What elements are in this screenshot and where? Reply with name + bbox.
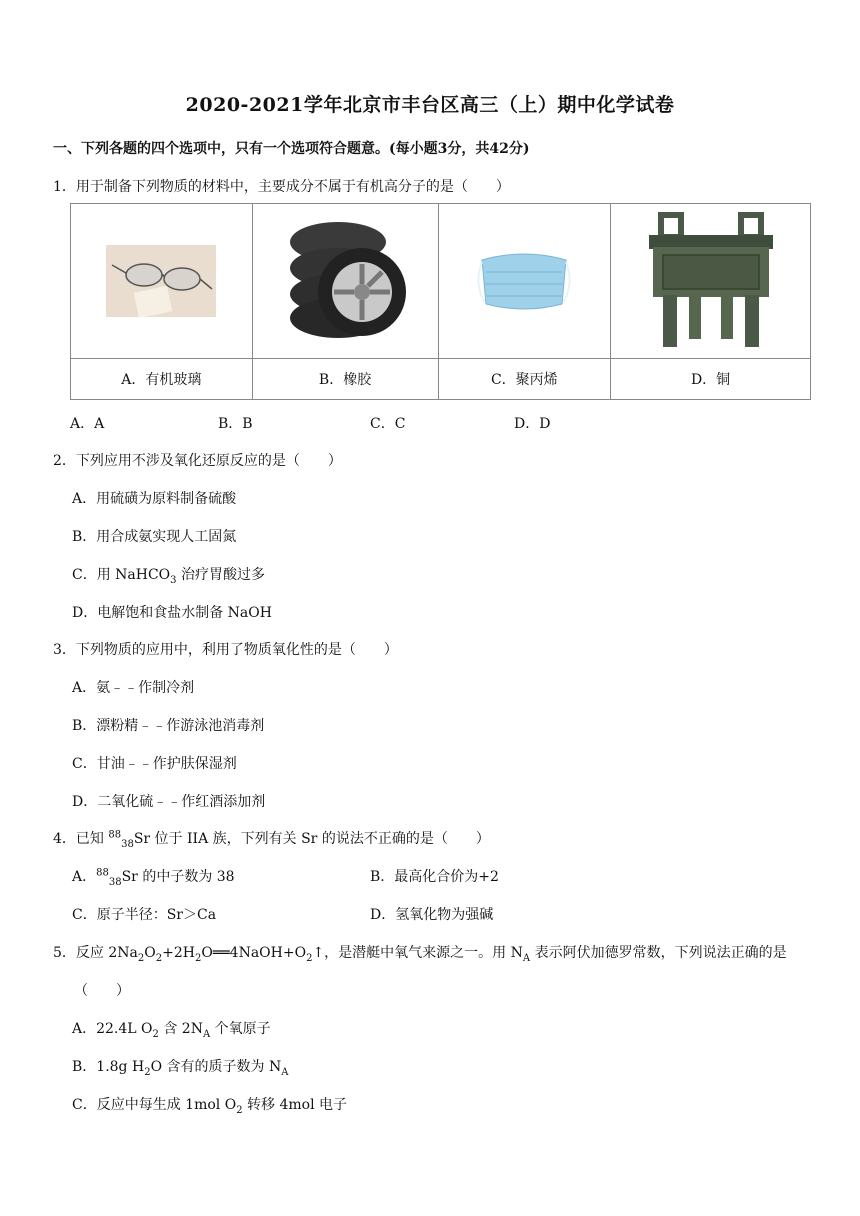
q3-option-d[interactable]: D．二氧化硫﹣﹣作红酒添加剂: [72, 794, 266, 810]
bronze-ding-image-cell: [611, 204, 811, 359]
q1-caption-b: B．橡胶: [252, 359, 438, 400]
q5-answer-paren: （ ）: [74, 983, 130, 999]
exam-title: 2020-2021学年北京市丰台区高三（上）期中化学试卷: [185, 94, 675, 116]
q1-stem: 1．用于制备下列物质的材料中，主要成分不属于有机高分子的是（ ）: [53, 179, 510, 195]
q2-stem: 2．下列应用不涉及氧化还原反应的是（ ）: [53, 453, 342, 469]
section-heading: 一、下列各题的四个选项中，只有一个选项符合题意。(每小题3分，共42分): [53, 141, 530, 157]
q3-option-b[interactable]: B．漂粉精﹣﹣作游泳池消毒剂: [72, 718, 265, 734]
q1-image-table: [70, 203, 811, 400]
q4-stem: 4．已知 $^{88}_{38}$Sr 位于 IIA 族，下列有关 Sr 的说法不正确的是（ ）: [53, 829, 490, 850]
q5-option-a[interactable]: A．22.4L $O_2$ 含 $2N_A$ 个氧原子: [72, 1021, 271, 1040]
glasses-image-cell: [71, 204, 253, 359]
glasses-icon: [106, 245, 216, 317]
q5-option-c[interactable]: C．反应中每生成 1mol $O_2$ 转移 4mol 电子: [72, 1097, 348, 1116]
q4-option-c[interactable]: C．原子半径：Sr＞Ca: [72, 907, 217, 923]
q2-option-b[interactable]: B．用合成氨实现人工固氮: [72, 529, 237, 545]
q1-caption-d: D．铜: [611, 359, 811, 400]
q2-option-a[interactable]: A．用硫磺为原料制备硫酸: [72, 491, 237, 507]
q5-option-b[interactable]: B．1.8g $H_2O$ 含有的质子数为 $N_A$: [72, 1059, 289, 1078]
tires-image-cell: [252, 204, 438, 359]
q3-stem: 3．下列物质的应用中，利用了物质氧化性的是（ ）: [53, 642, 398, 658]
q1-option-a[interactable]: A．A: [70, 416, 105, 432]
tires-icon: [280, 218, 410, 344]
q4-option-a[interactable]: A．$^{88}_{38}$Sr 的中子数为 38: [72, 867, 235, 888]
mask-icon: [474, 246, 574, 316]
q1-option-d[interactable]: D．D: [514, 416, 551, 432]
q1-option-b[interactable]: B．B: [218, 416, 253, 432]
q1-caption-c: C．聚丙烯: [438, 359, 611, 400]
q4-option-d[interactable]: D．氢氧化物为强碱: [370, 907, 494, 923]
q2-option-d[interactable]: D．电解饱和食盐水制备 NaOH: [72, 605, 272, 621]
q4-option-b[interactable]: B．最高化合价为+2: [370, 869, 499, 885]
q1-caption-a: A．有机玻璃: [71, 359, 253, 400]
q1-option-c[interactable]: C．C: [370, 416, 406, 432]
q3-option-c[interactable]: C．甘油﹣﹣作护肤保湿剂: [72, 756, 237, 772]
mask-image-cell: [438, 204, 611, 359]
q5-stem: 5．反应 $2Na_2O_2+2H_2O══4NaOH+O_2↑$，是潜艇中氧气来源之一。用 $N_A$ 表示阿伏加德罗常数，下列说法正确的是: [53, 945, 787, 964]
bronze-ding-icon: [641, 211, 781, 351]
q2-option-c[interactable]: C．用 NaHCO$_3$ 治疗胃酸过多: [72, 567, 265, 586]
q3-option-a[interactable]: A．氨﹣﹣作制冷剂: [72, 680, 195, 696]
